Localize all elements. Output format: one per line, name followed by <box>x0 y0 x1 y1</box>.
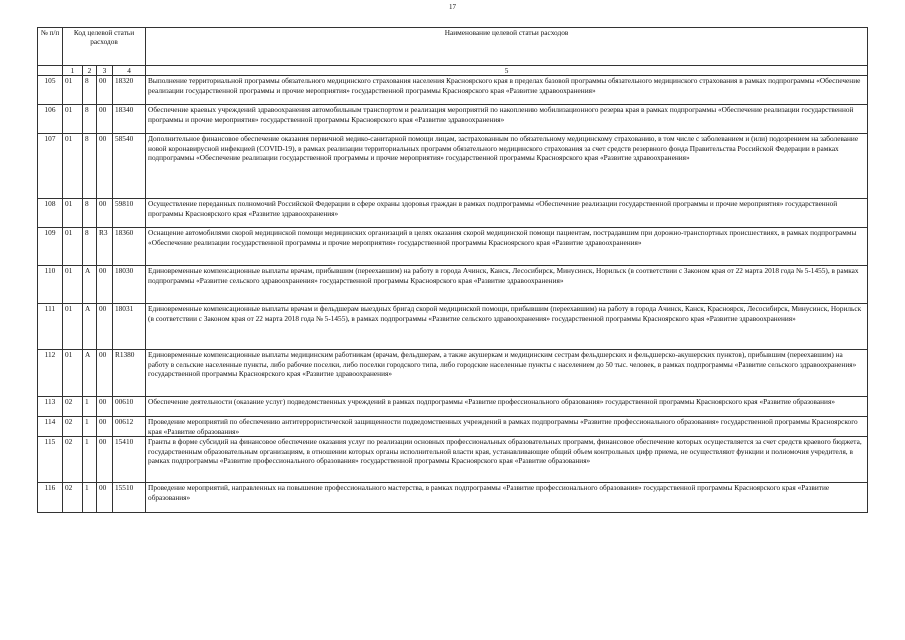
expense-description: Выполнение территориальной программы обязательного медицинского страхования населения Красноярского края в пределах базовой программы обязательного медицинского страхования в рамках подпрограммы «Обеспечение реализации государственной программы и прочие мероприятия» государственной программы Красноярского края «Развитие здравоохранения» <box>146 76 868 105</box>
code-subprogram: 1 <box>83 397 97 417</box>
expense-description: Проведение мероприятий по обеспечению антитеррористической защищенности подведомственных учреждений в рамках подпрограммы «Развитие профессионального образования» государственной программы Красноярского края «Развитие образования» <box>146 417 868 437</box>
code-item: 18031 <box>113 304 146 350</box>
code-program: 01 <box>63 76 83 105</box>
code-program: 01 <box>63 228 83 266</box>
column-index: 2 <box>83 66 97 76</box>
code-program: 01 <box>63 105 83 134</box>
expense-description: Единовременные компенсационные выплаты медицинским работникам (врачам, фельдшерам, а также акушеркам и медицинским сестрам фельдшерских и фельдшерско-акушерских пунктов), прибывшим (переехавшим) на работу в сельские населенные пункты, либо рабочие поселки, либо поселки городского типа, либо городские населенные пункты с населением до 50 тыс. человек, в рамках подпрограммы «Развитие сельского здравоохранения» государственной программы Красноярского края «Развитие здравоохранения» <box>146 350 868 397</box>
table-row <box>38 134 868 199</box>
column-index: 1 <box>63 66 83 76</box>
table-row <box>38 228 868 266</box>
code-item: 00612 <box>113 417 146 437</box>
code-program: 01 <box>63 199 83 228</box>
table-row <box>38 417 868 437</box>
code-program: 01 <box>63 134 83 199</box>
code-subprogram: А <box>83 350 97 397</box>
table-row <box>38 266 868 304</box>
budget-items-table <box>37 27 868 513</box>
row-number: 109 <box>38 228 63 266</box>
code-subprogram: 8 <box>83 199 97 228</box>
header-expense-code: Код целевой статьи расходов <box>63 28 146 66</box>
table-row <box>38 437 868 483</box>
table-row <box>38 350 868 397</box>
code-item: 58540 <box>113 134 146 199</box>
code-program: 02 <box>63 437 83 483</box>
code-subprogram: 8 <box>83 228 97 266</box>
column-index-blank <box>38 66 63 76</box>
code-item: 15410 <box>113 437 146 483</box>
code-item: 00610 <box>113 397 146 417</box>
table-row <box>38 105 868 134</box>
code-direction: 00 <box>97 417 113 437</box>
expense-description: Обеспечение деятельности (оказание услуг) подведомственных учреждений в рамках подпрограммы «Развитие профессионального образования» государственной программы Красноярского края «Развитие образования» <box>146 397 868 417</box>
row-number: 108 <box>38 199 63 228</box>
expense-description: Проведение мероприятий, направленных на повышение профессионального мастерства, в рамках подпрограммы «Развитие профессионального образования» государственной программы Красноярского края «Развитие образования» <box>146 483 868 513</box>
code-item: R1380 <box>113 350 146 397</box>
row-number: 114 <box>38 417 63 437</box>
row-number: 110 <box>38 266 63 304</box>
code-direction: 00 <box>97 266 113 304</box>
expense-description: Единовременные компенсационные выплаты врачам, прибывшим (переехавшим) на работу в города Ачинск, Канск, Лесосибирск, Минусинск, Норильск (в соответствии с Законом края от 22 марта 2018 года № 5-1455), в рамках подпрограммы «Развитие сельского здравоохранения» государственной программы Красноярского края «Развитие здравоохранения» <box>146 266 868 304</box>
code-direction: R3 <box>97 228 113 266</box>
expense-description: Гранты в форме субсидий на финансовое обеспечение оказания услуг по реализации основных профессиональных образовательных программ, финансовое обеспечение которых осуществляется за счет средств краевого бюджета, государственным образовательным организациям, в отношении которых органы исполнительной власти края, устанавливающие общий объем контрольных цифр приема, не осуществляют функции и полномочия учредителя, в рамках подпрограммы «Развитие профессионального образования» государственной программы Красноярского края «Развитие образования» <box>146 437 868 483</box>
row-number: 112 <box>38 350 63 397</box>
code-program: 02 <box>63 397 83 417</box>
row-number: 113 <box>38 397 63 417</box>
code-direction: 00 <box>97 437 113 483</box>
header-row-number: № п/п <box>38 28 63 66</box>
row-number: 105 <box>38 76 63 105</box>
column-index: 5 <box>146 66 868 76</box>
table-row <box>38 199 868 228</box>
page-number: 17 <box>449 3 456 11</box>
code-direction: 00 <box>97 134 113 199</box>
code-program: 01 <box>63 266 83 304</box>
column-index: 4 <box>113 66 146 76</box>
column-index: 3 <box>97 66 113 76</box>
code-subprogram: 8 <box>83 134 97 199</box>
code-direction: 00 <box>97 483 113 513</box>
expense-description: Оснащение автомобилями скорой медицинской помощи медицинских организаций в целях оказания скорой медицинской помощи пациентам, пострадавшим при дорожно-транспортных происшествиях, в рамках подпрограммы «Обеспечение реализации государственной программы и прочие мероприятия» государственной программы Красноярского края «Развитие здравоохранения» <box>146 228 868 266</box>
code-program: 02 <box>63 483 83 513</box>
code-item: 18360 <box>113 228 146 266</box>
code-direction: 00 <box>97 397 113 417</box>
row-number: 116 <box>38 483 63 513</box>
expense-description: Единовременные компенсационные выплаты врачам и фельдшерам выездных бригад скорой медицинской помощи, прибывшим (переехавшим) на работу в города Ачинск, Канск, Красноярск, Лесосибирск, Минусинск, Норильск (в соответствии с Законом края от 22 марта 2018 года № 5-1455), в рамках подпрограммы «Развитие сельского здравоохранения» государственной программы Красноярского края «Развитие здравоохранения» <box>146 304 868 350</box>
code-direction: 00 <box>97 304 113 350</box>
code-item: 18320 <box>113 76 146 105</box>
code-direction: 00 <box>97 105 113 134</box>
code-program: 02 <box>63 417 83 437</box>
code-subprogram: 8 <box>83 105 97 134</box>
code-item: 18340 <box>113 105 146 134</box>
table-row <box>38 304 868 350</box>
expense-description: Обеспечение краевых учреждений здравоохранения автомобильным транспортом и реализация мероприятий по накоплению мобилизационного резерва края в рамках подпрограммы «Обеспечение реализации государственной программы и прочие мероприятия» государственной программы Красноярского края «Развитие здравоохранения» <box>146 105 868 134</box>
code-item: 15510 <box>113 483 146 513</box>
row-number: 106 <box>38 105 63 134</box>
code-subprogram: 1 <box>83 437 97 483</box>
row-number: 115 <box>38 437 63 483</box>
row-number: 111 <box>38 304 63 350</box>
code-program: 01 <box>63 350 83 397</box>
code-item: 18030 <box>113 266 146 304</box>
header-expense-name: Наименование целевой статьи расходов <box>146 28 868 66</box>
table-row <box>38 483 868 513</box>
code-subprogram: 8 <box>83 76 97 105</box>
code-subprogram: А <box>83 304 97 350</box>
table-row <box>38 397 868 417</box>
code-subprogram: 1 <box>83 417 97 437</box>
code-item: 59810 <box>113 199 146 228</box>
code-subprogram: А <box>83 266 97 304</box>
code-direction: 00 <box>97 350 113 397</box>
code-direction: 00 <box>97 76 113 105</box>
row-number: 107 <box>38 134 63 199</box>
expense-description: Осуществление переданных полномочий Российской Федерации в сфере охраны здоровья граждан в рамках подпрограммы «Обеспечение реализации государственной программы и прочие мероприятия» государственной программы Красноярского края «Развитие здравоохранения» <box>146 199 868 228</box>
expense-description: Дополнительное финансовое обеспечение оказания первичной медико-санитарной помощи лицам, застрахованным по обязательному медицинскому страхованию, в том числе с заболеванием и (или) подозрением на заболевание новой коронавирусной инфекцией (COVID-19), в рамках реализации территориальных программ обязательного медицинского страхования за счет средств резервного фонда Правительства Российской Федерации в рамках подпрограммы «Обеспечение реализации государственной программы и прочие мероприятия» государственной программы Красноярского края «Развитие здравоохранения» <box>146 134 868 199</box>
code-program: 01 <box>63 304 83 350</box>
code-direction: 00 <box>97 199 113 228</box>
code-subprogram: 1 <box>83 483 97 513</box>
column-index-row <box>38 66 868 76</box>
table-row <box>38 76 868 105</box>
